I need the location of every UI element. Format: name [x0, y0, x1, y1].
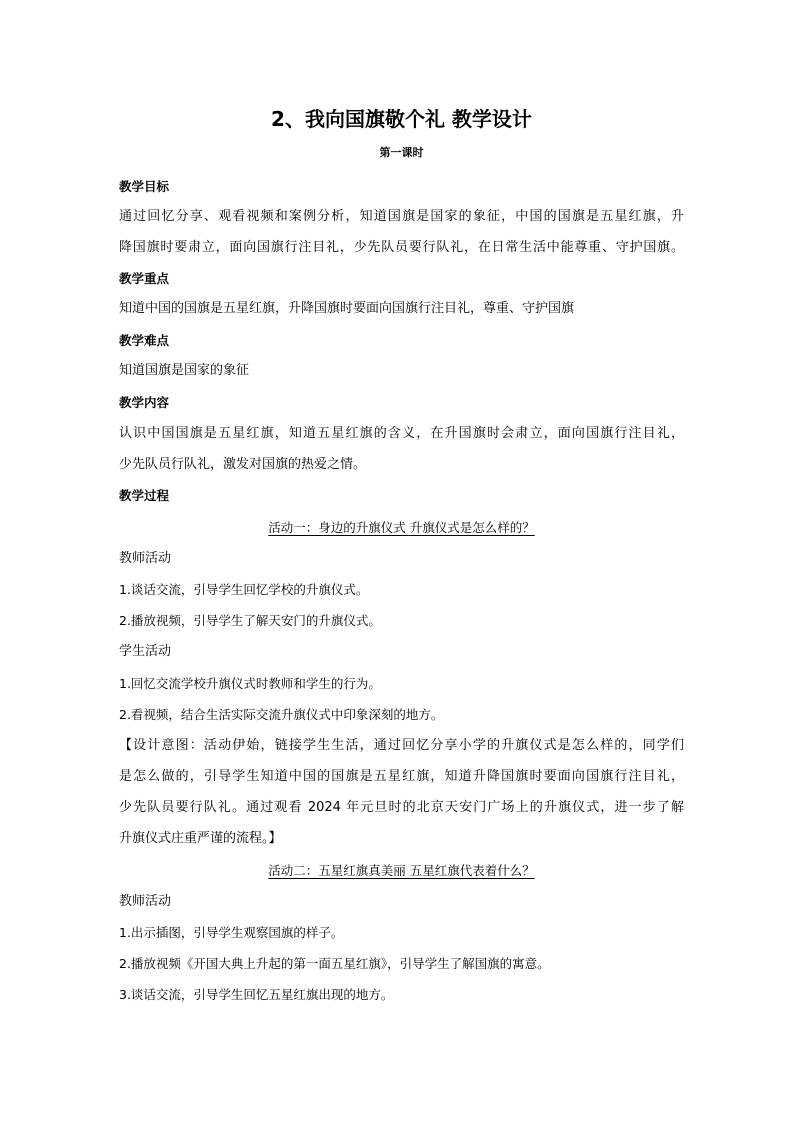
key-point-text: 知道中国的国旗是五星红旗，升降国旗时要面向国旗行注目礼，尊重、守护国旗 — [119, 301, 575, 316]
key-point-heading: 教学重点 — [119, 271, 170, 286]
list-item: 1.出示插图，引导学生观察国旗的样子。 — [119, 925, 344, 940]
activity-one-title — [119, 518, 684, 538]
objective-line: 通过回忆分享、观看视频和案例分析，知道国旗是国家的象征，中国的国旗是五星红旗，升 — [119, 209, 684, 224]
activity-two-title — [119, 861, 684, 881]
process-heading: 教学过程 — [119, 488, 170, 503]
list-item: 2.播放视频《开国大典上升起的第一面五星红旗》，引导学生了解国旗的寓意。 — [119, 956, 550, 971]
content-line: 认识中国国旗是五星红旗，知道五星红旗的含义，在升国旗时会肃立，面向国旗行注目礼， — [119, 426, 684, 441]
design-intent-line: 升旗仪式庄重严谨的流程。】 — [119, 831, 282, 846]
lesson-subtitle: 第一课时 — [379, 146, 424, 159]
content-heading: 教学内容 — [119, 395, 170, 410]
activity-one-title-text: 活动一：身边的升旗仪式 升旗仪式是怎么样的？ — [268, 520, 535, 535]
difficulty-heading: 教学难点 — [119, 333, 170, 348]
student-activity-label: 学生活动 — [119, 644, 172, 659]
teacher-activity-label: 教师活动 — [119, 894, 172, 909]
difficulty-text: 知道国旗是国家的象征 — [119, 363, 250, 378]
list-item: 2.看视频，结合生活实际交流升旗仪式中印象深刻的地方。 — [119, 707, 444, 722]
document-page — [119, 0, 684, 1123]
list-item: 1.谈话交流，引导学生回忆学校的升旗仪式。 — [119, 582, 369, 597]
list-item: 2.播放视频，引导学生了解天安门的升旗仪式。 — [119, 613, 381, 628]
design-intent-line: 少先队员要行队礼。通过观看 2024 年元旦时的北京天安门广场上的升旗仪式，进一步了解 — [119, 800, 684, 815]
document-title: 2、我向国旗敬个礼 教学设计 — [271, 107, 532, 131]
design-intent-line: 【设计意图：活动伊始，链接学生生活，通过回忆分享小学的升旗仪式是怎么样的，同学们 — [119, 738, 684, 753]
design-intent-line: 是怎么做的，引导学生知道中国的国旗是五星红旗，知道升降国旗时要面向国旗行注目礼， — [119, 769, 684, 784]
list-item: 3.谈话交流，引导学生回忆五星红旗出现的地方。 — [119, 987, 394, 1002]
objective-heading: 教学目标 — [119, 179, 170, 194]
objective-line: 降国旗时要肃立，面向国旗行注目礼，少先队员要行队礼，在日常生活中能尊重、守护国旗。 — [119, 240, 684, 255]
content-line: 少先队员行队礼，激发对国旗的热爱之情。 — [119, 457, 367, 472]
list-item: 1.回忆交流学校升旗仪式时教师和学生的行为。 — [119, 676, 381, 691]
teacher-activity-label: 教师活动 — [119, 551, 172, 566]
activity-two-title-text: 活动二：五星红旗真美丽 五星红旗代表着什么？ — [268, 863, 535, 878]
